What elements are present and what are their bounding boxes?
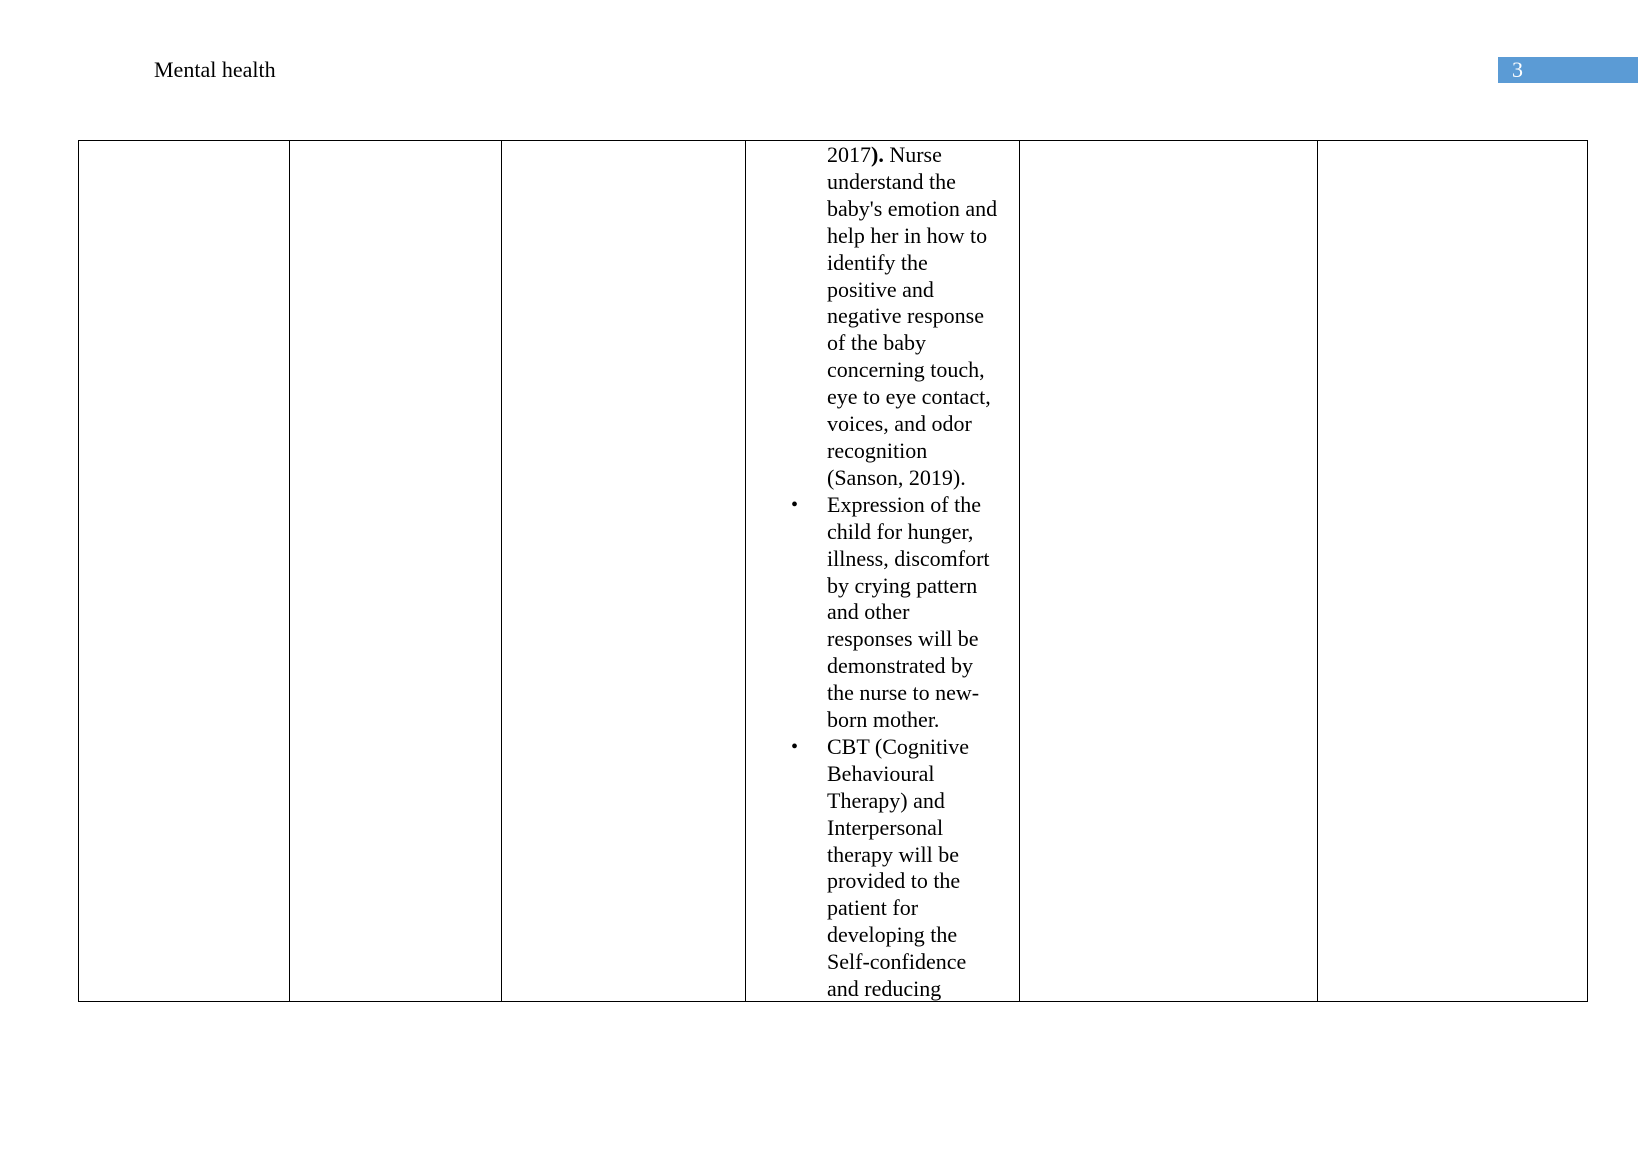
column-divider <box>1317 141 1318 1001</box>
column-divider <box>1019 141 1020 1001</box>
text-line: child for hunger, <box>827 518 974 544</box>
text-line: Behavioural <box>827 760 935 786</box>
table-cell-interventions <box>747 141 1019 1001</box>
text-line: negative response <box>827 303 984 329</box>
text-line: Self-confidence <box>827 949 967 975</box>
bullet-item: • Expression of the <box>791 491 981 517</box>
text-line: baby's emotion and <box>827 195 998 221</box>
text-line: and other <box>827 599 910 625</box>
interventions-text <box>791 141 1017 1001</box>
text-line: Interpersonal <box>827 814 944 840</box>
column-divider <box>745 141 746 1001</box>
text-line: 2017). Nurse <box>827 142 942 167</box>
text-line: (Sanson, 2019). <box>827 464 966 490</box>
text-line: therapy will be <box>827 841 959 867</box>
column-divider <box>501 141 502 1001</box>
text-line: understand the <box>827 168 956 194</box>
care-plan-table <box>78 140 1588 1002</box>
text-line: born mother. <box>827 707 940 733</box>
text-line: recognition <box>827 437 928 463</box>
text-line: voices, and odor <box>827 411 972 437</box>
page-number-badge <box>1498 57 1638 83</box>
text-line: concerning touch, <box>827 357 985 383</box>
text-line: help her in how to <box>827 222 988 248</box>
text-line: of the baby <box>827 330 926 356</box>
text-line: demonstrated by <box>827 653 974 679</box>
text-line: the nurse to new- <box>827 680 980 706</box>
header-title: Mental health <box>154 57 276 82</box>
text-line: eye to eye contact, <box>827 384 991 410</box>
text-line: developing the <box>827 922 958 948</box>
bullet-item: • CBT (Cognitive <box>791 733 969 759</box>
bullet-icon: • <box>791 493 799 516</box>
text-line: patient for <box>827 895 919 921</box>
bullet-icon: • <box>791 735 799 758</box>
column-divider <box>289 141 290 1001</box>
text-line: and reducing <box>827 976 942 1001</box>
text-line: responses will be <box>827 626 979 652</box>
text-line: Therapy) and <box>827 787 945 813</box>
text-line: provided to the <box>827 868 961 894</box>
text-line: identify the <box>827 249 928 275</box>
text-line: positive and <box>827 276 934 302</box>
page-number: 3 <box>1512 57 1523 82</box>
text-line: illness, discomfort <box>827 545 990 571</box>
text-line: by crying pattern <box>827 572 978 598</box>
